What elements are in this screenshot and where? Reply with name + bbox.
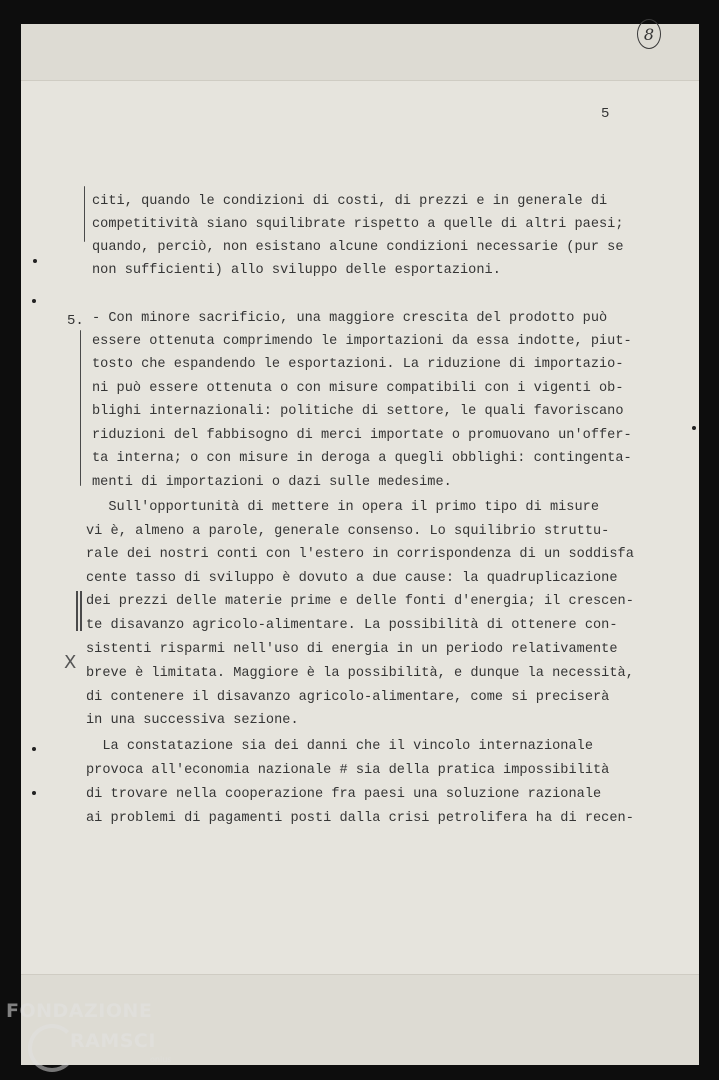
text-line: tosto che espandendo le esportazioni. La riduzione di importazio- [92, 357, 624, 372]
text-line: - Con minore sacrificio, una maggiore crescita del prodotto può [92, 311, 608, 326]
text-line: in una successiva sezione. [86, 713, 299, 728]
document-page [21, 24, 699, 1064]
text-line: quando, perciò, non esistano alcune condizioni necessarie (pur se [92, 240, 624, 255]
text-line: riduzioni del fabbisogno di merci importate o promuovano un'offer- [92, 428, 632, 443]
text-line: ni può essere ottenuta o con misure compatibili con i vigenti ob- [92, 381, 624, 396]
text-line: competitività siano squilibrate rispetto a quelle di altri paesi; [92, 217, 624, 232]
archive-folio-number: 8 [637, 19, 661, 49]
punch-hole [32, 299, 36, 303]
page-number: 5 [601, 106, 610, 122]
margin-bracket-top [84, 186, 85, 242]
text-line: essere ottenuta comprimendo le importazioni da essa indotte, piut- [92, 334, 632, 349]
page-top-band [21, 24, 699, 81]
punch-hole [32, 791, 36, 795]
text-line: La constatazione sia dei danni che il vincolo internazionale [86, 739, 594, 754]
punch-hole [32, 747, 36, 751]
text-line: provoca all'economia nazionale # sia della pratica impossibilità [86, 763, 610, 778]
text-line: di trovare nella cooperazione fra paesi una soluzione razionale [86, 787, 602, 802]
text-line: sistenti risparmi nell'uso di energia in un periodo relativamente [86, 642, 618, 657]
watermark-g-logo-icon [28, 1024, 76, 1072]
text-line: rale dei nostri conti con l'estero in corrispondenza di un soddisfa [86, 547, 634, 562]
punch-hole [692, 426, 696, 430]
text-line: cente tasso di sviluppo è dovuto a due cause: la quadruplicazione [86, 571, 618, 586]
text-line: citi, quando le condizioni di costi, di prezzi e in generale di [92, 194, 608, 209]
fondazione-gramsci-watermark: FONDAZIONE RAMSCI onlus [6, 1000, 176, 1080]
text-line: ta interna; o con misure in deroga a quegli obblighi: contingenta- [92, 451, 632, 466]
text-line: ai problemi di pagamenti posti dalla crisi petrolifera ha di recen- [86, 811, 634, 826]
margin-x-mark: X [64, 652, 77, 673]
text-line: te disavanzo agricolo-alimentare. La possibilità di ottenere con- [86, 618, 618, 633]
text-line: menti di importazioni o dazi sulle medesime. [92, 475, 452, 490]
paragraph-number: 5. [67, 313, 84, 329]
margin-double-bar [76, 591, 78, 631]
text-line: non sufficienti) allo sviluppo delle esportazioni. [92, 263, 501, 278]
text-line: dei prezzi delle materie prime e delle fonti d'energia; il crescen- [86, 594, 634, 609]
text-line: di contenere il disavanzo agricolo-alimentare, come si preciserà [86, 690, 610, 705]
text-line: blighi internazionali: politiche di settore, le quali favoriscano [92, 404, 624, 419]
punch-hole [33, 259, 37, 263]
text-line: breve è limitata. Maggiore è la possibilità, e dunque la necessità, [86, 666, 634, 681]
margin-double-bar [80, 591, 82, 631]
text-line: Sull'opportunità di mettere in opera il primo tipo di misure [92, 500, 600, 515]
text-line: vi è, almeno a parole, generale consenso. Lo squilibrio struttu- [86, 524, 610, 539]
margin-bracket-para5 [80, 330, 81, 486]
